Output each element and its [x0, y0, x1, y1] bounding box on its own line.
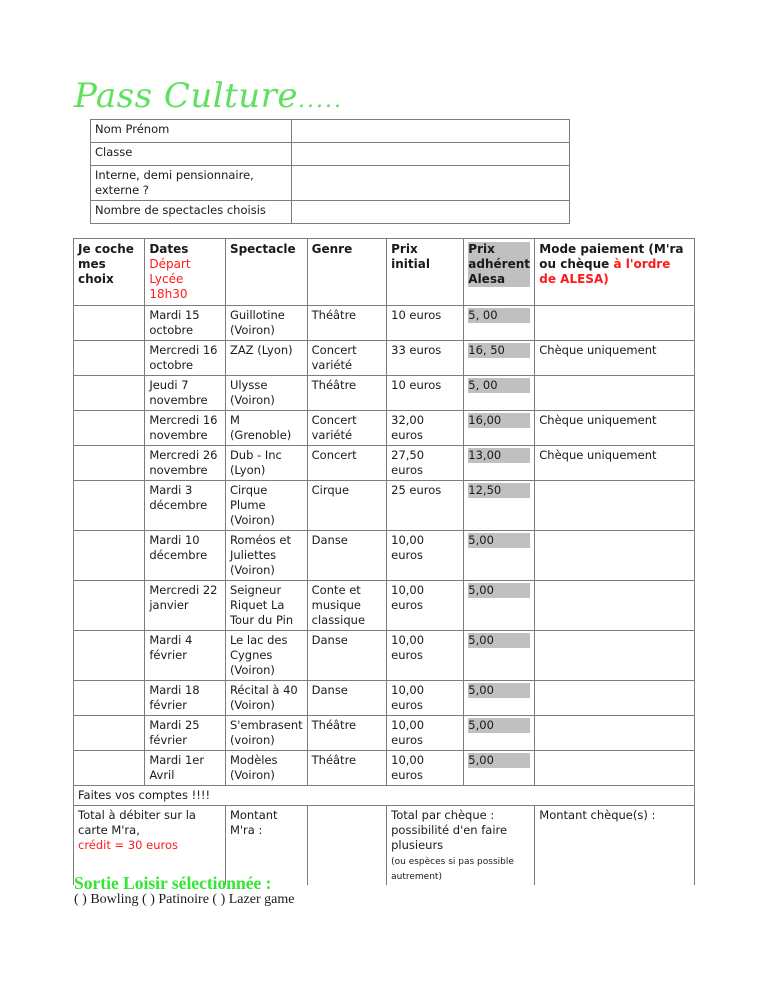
- spectacles-table: [73, 238, 695, 885]
- genre-cell: Théâtre: [307, 751, 387, 786]
- table-row: [74, 481, 695, 531]
- table-row: [74, 531, 695, 581]
- paiement-cell: [535, 751, 695, 786]
- info-row-classe: [91, 143, 570, 166]
- spectacle-cell: Récital à 40 (Voiron): [225, 681, 307, 716]
- paiement-cell: [535, 681, 695, 716]
- genre-cell: Concert: [307, 446, 387, 481]
- info-label: Classe: [91, 143, 292, 166]
- debit-label: Total à débiter sur la carte M'ra,: [78, 808, 196, 837]
- choice-checkbox-cell[interactable]: [74, 751, 145, 786]
- comptes-label: Faites vos comptes !!!!: [74, 786, 695, 806]
- genre-cell: Cirque: [307, 481, 387, 531]
- header-genre: Genre: [307, 239, 387, 306]
- genre-cell: Danse: [307, 531, 387, 581]
- comptes-row: [74, 786, 695, 806]
- spectacle-cell: Dub - Inc (Lyon): [225, 446, 307, 481]
- paiement-cell: [535, 716, 695, 751]
- choice-checkbox-cell[interactable]: [74, 716, 145, 751]
- prix-initial-cell: 27,50 euros: [387, 446, 464, 481]
- prix-adherent-cell: [464, 306, 535, 341]
- prix-adherent-value: 5,00: [468, 583, 530, 598]
- total-cheque-note: (ou espèces si pas possible autrement): [391, 857, 514, 882]
- prix-adherent-cell: [464, 411, 535, 446]
- montant-mra-label: Montant M'ra :: [225, 806, 307, 886]
- nombre-spectacles-field[interactable]: [292, 201, 570, 224]
- paiement-cell: [535, 531, 695, 581]
- prix-adherent-value: 5,00: [468, 683, 530, 698]
- header-row: [74, 239, 695, 306]
- table-row: [74, 751, 695, 786]
- choice-checkbox-cell[interactable]: [74, 581, 145, 631]
- info-label: Nombre de spectacles choisis: [91, 201, 292, 224]
- credit-note: crédit = 30 euros: [78, 838, 178, 852]
- table-row: [74, 306, 695, 341]
- header-choix: Je coche mes choix: [74, 239, 145, 306]
- table-row: [74, 446, 695, 481]
- header-mode-label: Mode paiement (M'ra ou chèque: [539, 242, 684, 271]
- header-spectacle: Spectacle: [225, 239, 307, 306]
- prix-adherent-value: 5, 00: [468, 378, 530, 393]
- info-label: Nom Prénom: [91, 120, 292, 143]
- spectacle-cell: Modèles (Voiron): [225, 751, 307, 786]
- date-cell: Mardi 3 décembre: [145, 481, 226, 531]
- choice-checkbox-cell[interactable]: [74, 306, 145, 341]
- choice-checkbox-cell[interactable]: [74, 531, 145, 581]
- table-row: [74, 376, 695, 411]
- loisir-options[interactable]: ( ) Bowling ( ) Patinoire ( ) Lazer game: [74, 892, 295, 907]
- choice-checkbox-cell[interactable]: [74, 631, 145, 681]
- info-label: Interne, demi pensionnaire, externe ?: [91, 166, 292, 201]
- choice-checkbox-cell[interactable]: [74, 481, 145, 531]
- genre-cell: Concert variété: [307, 341, 387, 376]
- genre-cell: Danse: [307, 631, 387, 681]
- info-row-nom: [91, 120, 570, 143]
- prix-adherent-value: 12,50: [468, 483, 530, 498]
- montant-cheques-field[interactable]: Montant chèque(s) :: [535, 806, 695, 886]
- spectacle-cell: S'embrasent (voiron): [225, 716, 307, 751]
- prix-initial-cell: 10,00 euros: [387, 681, 464, 716]
- montant-mra-field[interactable]: [307, 806, 387, 886]
- date-cell: Mercredi 26 novembre: [145, 446, 226, 481]
- spectacle-cell: Seigneur Riquet La Tour du Pin: [225, 581, 307, 631]
- prix-adherent-cell: [464, 341, 535, 376]
- header-mode-paiement: [535, 239, 695, 306]
- prix-adherent-value: 5,00: [468, 718, 530, 733]
- table-row: [74, 716, 695, 751]
- prix-initial-cell: 10 euros: [387, 306, 464, 341]
- spectacle-cell: Roméos et Juliettes (Voiron): [225, 531, 307, 581]
- spectacle-cell: M (Grenoble): [225, 411, 307, 446]
- prix-initial-cell: 32,00 euros: [387, 411, 464, 446]
- choice-checkbox-cell[interactable]: [74, 341, 145, 376]
- spectacle-cell: ZAZ (Lyon): [225, 341, 307, 376]
- date-cell: Mercredi 16 novembre: [145, 411, 226, 446]
- header-prix-initial: Prix initial: [387, 239, 464, 306]
- prix-adherent-value: 13,00: [468, 448, 530, 463]
- table-row: [74, 411, 695, 446]
- genre-cell: Conte et musique classique: [307, 581, 387, 631]
- title-text: Pass Culture: [74, 76, 299, 116]
- table-row: [74, 581, 695, 631]
- genre-cell: Théâtre: [307, 716, 387, 751]
- date-cell: Mardi 1er Avril: [145, 751, 226, 786]
- classe-field[interactable]: [292, 143, 570, 166]
- depart-note: Départ Lycée 18h30: [149, 257, 191, 301]
- paiement-cell: [535, 581, 695, 631]
- spectacle-cell: Guillotine (Voiron): [225, 306, 307, 341]
- prix-adherent-value: 16,00: [468, 413, 530, 428]
- paiement-cell: Chèque uniquement: [535, 411, 695, 446]
- spectacle-cell: Cirque Plume (Voiron): [225, 481, 307, 531]
- prix-adherent-value: 5,00: [468, 533, 530, 548]
- genre-cell: Concert variété: [307, 411, 387, 446]
- choice-checkbox-cell[interactable]: [74, 411, 145, 446]
- prix-adherent-cell: [464, 531, 535, 581]
- prix-adherent-value: 5,00: [468, 753, 530, 768]
- regime-field[interactable]: [292, 166, 570, 201]
- prix-initial-cell: 10 euros: [387, 376, 464, 411]
- prix-initial-cell: 10,00 euros: [387, 531, 464, 581]
- prix-adherent-value: 5,00: [468, 633, 530, 648]
- date-cell: Mercredi 16 octobre: [145, 341, 226, 376]
- date-cell: Mardi 18 février: [145, 681, 226, 716]
- date-cell: Mercredi 22 janvier: [145, 581, 226, 631]
- prix-adherent-cell: [464, 581, 535, 631]
- prix-initial-cell: 10,00 euros: [387, 631, 464, 681]
- genre-cell: Théâtre: [307, 376, 387, 411]
- date-cell: Mardi 25 février: [145, 716, 226, 751]
- paiement-cell: Chèque uniquement: [535, 446, 695, 481]
- paiement-cell: [535, 306, 695, 341]
- prix-adherent-cell: [464, 446, 535, 481]
- date-cell: Mardi 15 octobre: [145, 306, 226, 341]
- prix-adherent-cell: [464, 751, 535, 786]
- loisir-title: Sortie Loisir sélectionnée :: [74, 873, 272, 893]
- header-prix-adherent-label: Prix adhérent Alesa: [468, 242, 530, 286]
- prix-adherent-cell: [464, 716, 535, 751]
- paiement-cell: [535, 481, 695, 531]
- paiement-cell: [535, 631, 695, 681]
- date-cell: Mardi 4 février: [145, 631, 226, 681]
- choice-checkbox-cell[interactable]: [74, 681, 145, 716]
- prix-initial-cell: 33 euros: [387, 341, 464, 376]
- prix-adherent-cell: [464, 631, 535, 681]
- header-dates: [145, 239, 226, 306]
- table-row: [74, 681, 695, 716]
- info-row-nombre: [91, 201, 570, 224]
- choice-checkbox-cell[interactable]: [74, 376, 145, 411]
- prix-adherent-cell: [464, 376, 535, 411]
- header-ordre-note: à l'ordre de ALESA): [539, 257, 671, 286]
- prix-initial-cell: 10,00 euros: [387, 751, 464, 786]
- paiement-cell: [535, 376, 695, 411]
- total-cheque-label: Total par chèque : possibilité d'en faire plusieurs: [391, 808, 508, 852]
- table-row: [74, 631, 695, 681]
- prix-adherent-cell: [464, 681, 535, 716]
- genre-cell: Théâtre: [307, 306, 387, 341]
- page-title: [74, 76, 343, 116]
- date-cell: Jeudi 7 novembre: [145, 376, 226, 411]
- header-prix-adherent: [464, 239, 535, 306]
- total-cheque-cell: [387, 806, 535, 886]
- prix-initial-cell: 25 euros: [387, 481, 464, 531]
- prix-initial-cell: 10,00 euros: [387, 716, 464, 751]
- prix-adherent-value: 5, 00: [468, 308, 530, 323]
- spectacle-cell: Ulysse (Voiron): [225, 376, 307, 411]
- choice-checkbox-cell[interactable]: [74, 446, 145, 481]
- title-dots: .....: [298, 88, 344, 113]
- spectacle-cell: Le lac des Cygnes (Voiron): [225, 631, 307, 681]
- prix-adherent-cell: [464, 481, 535, 531]
- prix-adherent-value: 16, 50: [468, 343, 530, 358]
- info-row-regime: [91, 166, 570, 201]
- prix-initial-cell: 10,00 euros: [387, 581, 464, 631]
- table-row: [74, 341, 695, 376]
- date-cell: Mardi 10 décembre: [145, 531, 226, 581]
- header-dates-label: Dates: [149, 242, 189, 256]
- student-info-table: [90, 119, 570, 224]
- paiement-cell: Chèque uniquement: [535, 341, 695, 376]
- genre-cell: Danse: [307, 681, 387, 716]
- nom-prenom-field[interactable]: [292, 120, 570, 143]
